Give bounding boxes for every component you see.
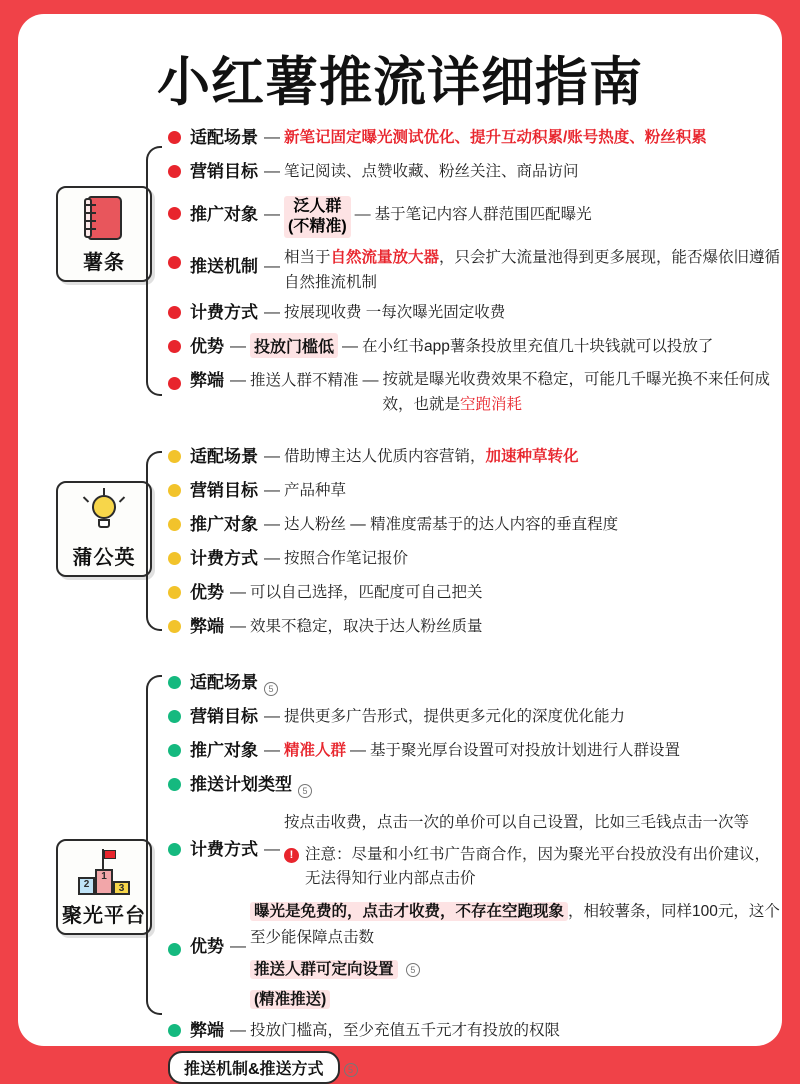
bullet-icon (168, 620, 181, 633)
row-推送计划类型 (168, 771, 782, 801)
row-value-strong: 精准人群 (284, 742, 347, 759)
row-key: 计费方式 (190, 303, 258, 322)
row-value (383, 367, 782, 417)
row-dash: — (264, 482, 280, 499)
row-优势 (168, 579, 782, 609)
row-计费方式 (168, 299, 782, 329)
row-dash-2: — (350, 742, 367, 759)
row-value: 新笔记固定曝光测试优化、提升互动积累/账号热度、粉丝积累 (284, 129, 707, 146)
podium-col-1: 1 (95, 869, 113, 895)
section-juguang (18, 669, 782, 1084)
row-key: 营销目标 (190, 162, 258, 181)
row-value: 在小红书app薯条投放里充值几十块钱就可以投放了 (362, 338, 714, 355)
section-label-juguang (56, 839, 152, 935)
row-dash: — (264, 516, 280, 533)
bullet-icon (168, 256, 181, 269)
bullet-icon (168, 377, 181, 390)
row-dash: — (264, 163, 280, 180)
row-dash: — (230, 338, 246, 355)
row-dash-2: — (362, 372, 379, 389)
row-弊端 (168, 1017, 782, 1047)
section-brace (146, 451, 162, 631)
row-value-badge (284, 196, 351, 238)
row-营销目标 (168, 703, 782, 733)
advantage-badge-1: 推送人群可定向设置 (250, 960, 398, 979)
row-key: 推广对象 (190, 205, 258, 224)
row-营销目标 (168, 158, 782, 188)
row-适配场景 (168, 669, 782, 699)
section-label-pugongying (56, 481, 152, 577)
bullet-icon (168, 484, 181, 497)
value-part-2: 自然流量放大器 (330, 249, 440, 266)
bullet-icon (168, 340, 181, 353)
lightbulb-icon (81, 491, 127, 537)
row-key: 适配场景 (190, 447, 258, 466)
row-key: 推送机制 (190, 257, 258, 276)
row-适配场景 (168, 443, 782, 473)
section-brace (146, 675, 162, 1015)
value-part-3: ，只会扩大流量池得到更多展现，能否爆依旧遵循自然推流机制 (284, 249, 781, 291)
value-part-2: 空跑消耗 (460, 396, 523, 413)
circle-marker-icon: 5 (264, 682, 278, 696)
section-icon-box (56, 186, 152, 282)
row-推广对象 (168, 511, 782, 541)
bullet-icon (168, 131, 181, 144)
bullet-icon (168, 552, 181, 565)
bullet-icon (168, 710, 181, 723)
circle-marker-icon: 5 (406, 963, 420, 977)
bullet-icon (168, 676, 181, 689)
notebook-icon (82, 196, 126, 242)
advantage-highlight: 曝光是免费的，点击才收费，不存在空跑现象 (250, 902, 568, 921)
bullet-icon (168, 207, 181, 220)
section-label-shutiao (56, 186, 152, 282)
row-value-group (250, 899, 782, 1013)
row-营销目标 (168, 477, 782, 507)
bullet-icon (168, 744, 181, 757)
bullet-icon (168, 450, 181, 463)
row-key: 推广对象 (190, 515, 258, 534)
row-优势 (168, 899, 782, 1013)
row-dash: — (264, 206, 280, 223)
row-key: 推送计划类型 (190, 775, 292, 794)
advantage-line-1 (250, 899, 782, 951)
bullet-icon (168, 165, 181, 178)
bullet-icon (168, 518, 181, 531)
billing-note-text: 注意：尽量和小红书广告商合作，因为聚光平台投放没有出价建议，无法得知行业内部点击价 (305, 846, 771, 887)
row-value-lead: 推送人群不精准 (250, 372, 359, 389)
row-key: 推广对象 (190, 741, 258, 760)
section-name: 薯条 (83, 252, 125, 274)
section-icon-box (56, 481, 152, 577)
row-key: 适配场景 (190, 128, 258, 147)
advantage-line-2 (250, 957, 782, 983)
value-part-1: 按就是曝光收费效果不稳定，可能几千曝光换不来任何成效，也就是 (382, 371, 771, 413)
row-dash: — (230, 1022, 246, 1039)
row-value: 提供更多广告形式，提供更多元化的深度优化能力 (284, 708, 626, 725)
section-shutiao (18, 124, 782, 417)
row-value: 基于笔记内容人群范围匹配曝光 (374, 206, 592, 223)
bullet-icon (168, 843, 181, 856)
row-dash: — (264, 129, 280, 146)
section-name: 聚光平台 (62, 905, 146, 927)
row-value-badge: 投放门槛低 (250, 333, 338, 358)
row-value-group (284, 805, 782, 891)
row-value (284, 242, 782, 295)
guide-card (18, 14, 782, 1078)
row-key: 营销目标 (190, 707, 258, 726)
advantage-line-3 (250, 987, 782, 1013)
advantage-badge-2: (精准推送) (250, 990, 330, 1009)
bullet-icon (168, 586, 181, 599)
row-key: 优势 (190, 937, 224, 956)
badge-line-2: (不精准) (288, 218, 347, 235)
row-value: 可以自己选择，匹配度可自己把关 (250, 584, 483, 601)
section-name: 蒲公英 (72, 547, 136, 569)
row-dash: — (264, 742, 280, 759)
circle-marker-icon: 5 (298, 784, 312, 798)
podium-col-2: 2 (78, 877, 95, 895)
row-dash: — (230, 618, 246, 635)
row-value: 基于聚光厚台设置可对投放计划进行人群设置 (370, 742, 681, 759)
row-value: 效果不稳定，取决于达人粉丝质量 (250, 618, 483, 635)
row-dash: — (264, 550, 280, 567)
row-dash: — (264, 304, 280, 321)
row-value (284, 443, 782, 470)
row-key: 优势 (190, 583, 224, 602)
row-dash: — (230, 584, 246, 601)
row-dash: — (264, 258, 280, 275)
row-key: 营销目标 (190, 481, 258, 500)
row-value: 达人粉丝 — 精准度需基于的达人内容的垂直程度 (284, 516, 619, 533)
row-value: 产品种草 (284, 482, 347, 499)
badge-line-1: 泛人群 (293, 198, 342, 215)
circle-marker-icon: 5 (344, 1063, 358, 1077)
row-dash: — (264, 448, 280, 465)
bullet-icon (168, 778, 181, 791)
row-适配场景 (168, 124, 782, 154)
row-计费方式 (168, 805, 782, 895)
row-dash-2: — (354, 206, 371, 223)
row-推送机制 (168, 242, 782, 295)
row-弊端 (168, 367, 782, 417)
billing-main-text: 按点击收费，点击一次的单价可以自己设置，比如三毛钱点击一次等 (284, 814, 750, 831)
value-part-1: 相当于 (284, 249, 331, 266)
billing-note (284, 843, 782, 891)
bullet-icon (168, 306, 181, 319)
row-弊端 (168, 613, 782, 643)
row-key: 弊端 (190, 617, 224, 636)
page-title: 小红薯推流详细指南 (157, 52, 643, 113)
bullet-icon (168, 943, 181, 956)
row-dash: — (264, 708, 280, 725)
section-brace (146, 146, 162, 396)
row-key: 计费方式 (190, 840, 258, 859)
section-pugongying (18, 443, 782, 643)
warning-icon: ! (284, 848, 299, 863)
podium-icon (78, 849, 130, 895)
bullet-icon (168, 1024, 181, 1037)
value-part-1: 借助博主达人优质内容营销， (284, 448, 486, 465)
row-key: 计费方式 (190, 549, 258, 568)
row-推广对象 (168, 737, 782, 767)
row-value: 投放门槛高，至少充值五千元才有投放的权限 (250, 1022, 561, 1039)
row-推广对象 (168, 192, 782, 238)
row-优势 (168, 333, 782, 363)
advantage-rest: ，相较薯条，同样100元，这个至少能保障点击数 (250, 903, 780, 946)
row-footer-pill (168, 1051, 782, 1084)
row-dash: — (230, 372, 246, 389)
row-value: 按照合作笔记报价 (284, 550, 409, 567)
value-part-2: 加速种草转化 (485, 448, 579, 465)
podium-col-3: 3 (113, 881, 130, 895)
row-value: 笔记阅读、点赞收藏、粉丝关注、商品访问 (284, 163, 579, 180)
row-key: 弊端 (190, 371, 224, 390)
row-dash: — (264, 841, 280, 858)
row-key: 适配场景 (190, 673, 258, 692)
row-key: 优势 (190, 337, 224, 356)
row-dash-2: — (342, 338, 359, 355)
footer-pill-label[interactable]: 推送机制&推送方式 (168, 1051, 340, 1084)
row-dash: — (230, 938, 246, 955)
row-计费方式 (168, 545, 782, 575)
row-value: 按展现收费 一每次曝光固定收费 (284, 304, 506, 321)
row-key: 弊端 (190, 1021, 224, 1040)
section-icon-box (56, 839, 152, 935)
